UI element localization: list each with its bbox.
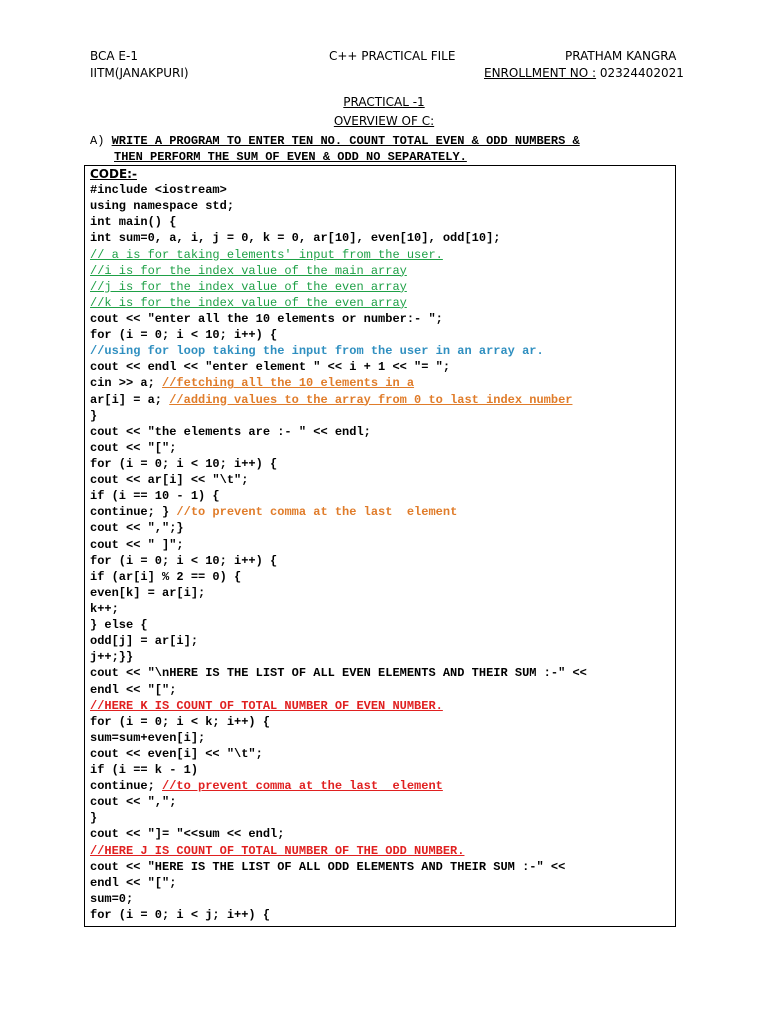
code-line xyxy=(90,375,587,391)
code-comment: //adding values to the array from 0 to last index number xyxy=(169,392,573,407)
code-line: cout << "\nHERE IS THE LIST OF ALL EVEN ELEMENTS AND THEIR SUM :-" << xyxy=(90,666,587,681)
code-comment-line xyxy=(90,698,587,714)
code-line: cout << ",";} xyxy=(90,521,184,536)
code-line: cout << even[i] << "\t"; xyxy=(90,746,263,761)
code-statement: cin >> a; xyxy=(90,376,163,391)
code-comment: //i is for the index value of the main array xyxy=(90,263,407,278)
code-line: if (i == k - 1) xyxy=(90,763,199,778)
code-line: int sum=0, a, i, j = 0, k = 0, ar[10], even[10], odd[10]; xyxy=(90,231,501,246)
code-line: cout << "enter all the 10 elements or number:- "; xyxy=(90,311,443,326)
code-line: if (ar[i] % 2 == 0) { xyxy=(90,569,242,584)
code-line: for (i = 0; i < 10; i++) { xyxy=(90,456,278,471)
code-comment-line xyxy=(90,279,587,295)
practical-title: PRACTICAL -1 xyxy=(343,95,425,109)
code-line xyxy=(90,392,587,408)
code-line: cout << "]= "<<sum << endl; xyxy=(90,827,285,842)
question-text-2: THEN PERFORM THE SUM OF EVEN & ODD NO SEPARATELY. xyxy=(114,150,467,164)
institute-label: IITM(JANAKPURI) xyxy=(90,66,189,80)
code-comment-line xyxy=(90,295,587,311)
code-line: j++;}} xyxy=(90,650,134,665)
question-text-1: WRITE A PROGRAM TO ENTER TEN NO. COUNT TOTAL EVEN & ODD NUMBERS & xyxy=(111,134,580,148)
file-title: C++ PRACTICAL FILE xyxy=(329,49,456,63)
code-line: } xyxy=(90,811,98,826)
code-line: odd[j] = ar[i]; xyxy=(90,634,199,649)
code-comment: //to prevent comma at the last element xyxy=(176,505,458,520)
code-line: endl << "["; xyxy=(90,682,177,697)
code-line: cout << "["; xyxy=(90,440,177,455)
code-comment-line xyxy=(90,263,587,279)
practical-subtitle: OVERVIEW OF C: xyxy=(333,114,435,128)
code-comment: //HERE K IS COUNT OF TOTAL NUMBER OF EVEN NUMBER. xyxy=(90,698,443,713)
code-line: for (i = 0; i < k; i++) { xyxy=(90,714,271,729)
code-line: for (i = 0; i < j; i++) { xyxy=(90,908,271,923)
question-line-1 xyxy=(90,133,580,149)
code-line: #include <iostream> xyxy=(90,183,227,198)
code-line: cout << "the elements are :- " << endl; xyxy=(90,424,371,439)
code-line: } else { xyxy=(90,618,148,633)
code-line: endl << "["; xyxy=(90,875,177,890)
code-label: CODE:- xyxy=(90,167,137,181)
code-comment-line xyxy=(90,843,587,859)
question-prefix: A) xyxy=(90,134,112,148)
code-line: cout << ar[i] << "\t"; xyxy=(90,473,249,488)
code-line xyxy=(90,504,587,520)
code-line: cout << ","; xyxy=(90,795,177,810)
code-line: } xyxy=(90,408,98,423)
code-comment: //fetching all the 10 elements in a xyxy=(162,376,415,391)
code-line: sum=0; xyxy=(90,891,134,906)
code-line: cout << endl << "enter element " << i + 1 << "= "; xyxy=(90,360,451,375)
code-comment: //j is for the index value of the even array xyxy=(90,279,407,294)
enrollment-number xyxy=(484,65,684,81)
code-line: for (i = 0; i < 10; i++) { xyxy=(90,553,278,568)
code-line: sum=sum+even[i]; xyxy=(90,730,206,745)
code-line: cout << " ]"; xyxy=(90,537,184,552)
code-comment-line xyxy=(90,247,587,263)
enrollment-label: ENROLLMENT NO : xyxy=(484,66,597,80)
code-box xyxy=(84,165,676,927)
code-label-line xyxy=(90,166,587,182)
code-comment: //to prevent comma at the last element xyxy=(162,779,443,794)
code-comment: //k is for the index value of the even array xyxy=(90,295,407,310)
code-statement: ar[i] = a; xyxy=(90,392,170,407)
code-comment-line xyxy=(90,343,587,359)
code-block xyxy=(90,166,587,923)
code-line: if (i == 10 - 1) { xyxy=(90,489,220,504)
code-line: even[k] = ar[i]; xyxy=(90,585,206,600)
enrollment-value: 02324402021 xyxy=(596,66,684,80)
code-line xyxy=(90,778,587,794)
code-line: for (i = 0; i < 10; i++) { xyxy=(90,328,278,343)
code-line: int main() { xyxy=(90,215,177,230)
student-name: PRATHAM KANGRA xyxy=(565,49,677,63)
course-label: BCA E-1 xyxy=(90,49,138,63)
code-statement: continue; } xyxy=(90,505,177,520)
code-line: using namespace std; xyxy=(90,199,235,214)
code-comment: // a is for taking elements' input from the user. xyxy=(90,247,443,262)
code-comment: //using for loop taking the input from the user in an array ar. xyxy=(90,344,544,359)
code-comment: //HERE J IS COUNT OF TOTAL NUMBER OF THE ODD NUMBER. xyxy=(90,843,465,858)
code-line: cout << "HERE IS THE LIST OF ALL ODD ELEMENTS AND THEIR SUM :-" << xyxy=(90,859,566,874)
question-line-2 xyxy=(114,149,467,165)
code-statement: continue; xyxy=(90,779,163,794)
code-line: k++; xyxy=(90,601,119,616)
